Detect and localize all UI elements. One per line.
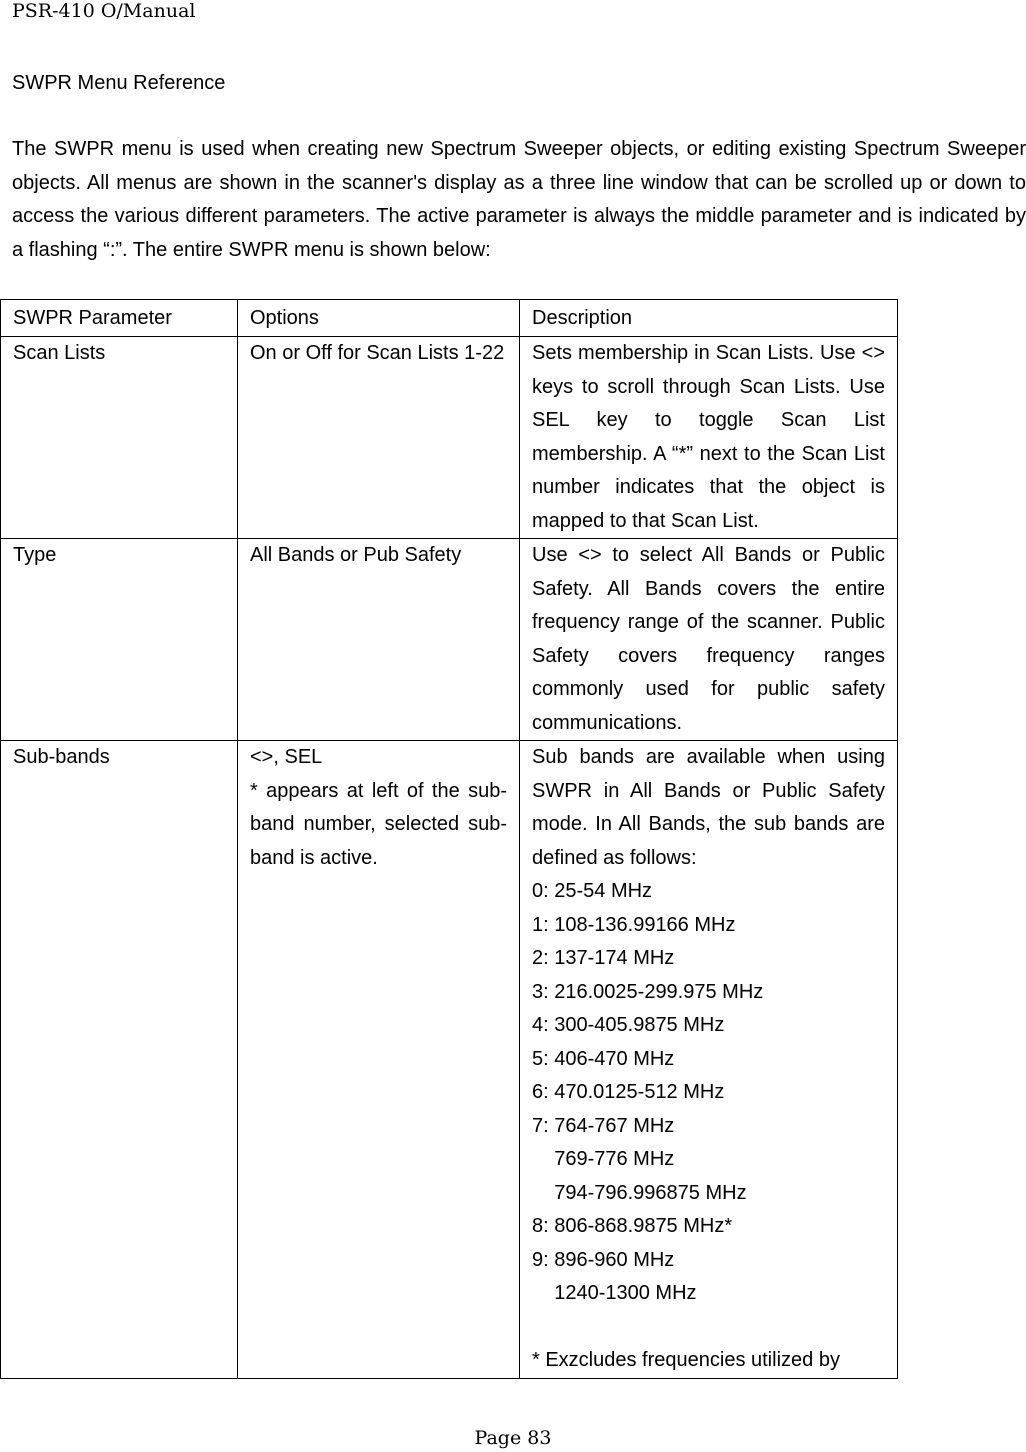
row-scan-lists-parameter: Scan Lists (1, 337, 238, 539)
sub-band-item: 8: 806-868.9875 MHz* (532, 1215, 733, 1237)
swpr-menu-table (0, 299, 898, 1379)
row-type-options: All Bands or Pub Safety (238, 539, 520, 741)
sub-band-item: 6: 470.0125-512 MHz (532, 1081, 725, 1103)
table-row (1, 539, 898, 741)
row-scan-lists-description: Sets membership in Scan Lists. Use <> keys to scroll through Scan Lists. Use SEL key to toggle Scan List membership. A “*” next to the Scan List number indicates that the object is mapped to that Scan List. (520, 337, 898, 539)
sub-bands-options-note: * appears at left of the sub-band number, selected sub-band is active. (250, 779, 507, 869)
row-type-parameter: Type (1, 539, 238, 741)
section-title: SWPR Menu Reference (12, 72, 226, 94)
sub-bands-description-intro: Sub bands are available when using SWPR in All Bands or Public Safety mode. In All Bands, the sub bands are defined as follows: (532, 746, 885, 869)
sub-band-item: 1: 108-136.99166 MHz (532, 913, 736, 936)
sub-band-item: 9: 896-960 MHz (532, 1248, 675, 1271)
sub-bands-options-keys: <>, SEL (250, 746, 323, 768)
spacer (532, 1311, 885, 1345)
header-description: Description (520, 300, 898, 337)
sub-band-item: 5: 406-470 MHz (532, 1047, 675, 1070)
table-row (1, 741, 898, 1379)
header-options: Options (238, 300, 520, 337)
sub-band-item: 2: 137-174 MHz (532, 947, 675, 969)
document-header: PSR-410 O/Manual (12, 0, 196, 22)
header-parameter: SWPR Parameter (1, 300, 238, 337)
row-sub-bands-options (238, 741, 520, 1379)
table-header-row (1, 300, 898, 337)
sub-band-item: 769-776 MHz (532, 1148, 675, 1170)
row-sub-bands-parameter: Sub-bands (1, 741, 238, 1379)
sub-band-item: 7: 764-767 MHz (532, 1114, 675, 1137)
row-type-description: Use <> to select All Bands or Public Safety. All Bands covers the entire frequency range of the scanner. Public Safety covers frequency ranges commonly used for public safety communications. (520, 539, 898, 741)
row-scan-lists-options: On or Off for Scan Lists 1-22 (238, 337, 520, 539)
intro-paragraph: The SWPR menu is used when creating new Spectrum Sweeper objects, or editing existing Spectrum Sweeper objects. All menus are shown in the scanner's display as a three line window that can be scrolled up or down to access the various different parameters. The active parameter is always the middle parameter and is indicated by a flashing “:”. The entire SWPR menu is shown below: (12, 138, 1026, 261)
sub-bands-footnote: * Exzcludes frequencies utilized by (532, 1349, 840, 1371)
sub-band-item: 3: 216.0025-299.975 MHz (532, 980, 764, 1003)
row-sub-bands-description (520, 741, 898, 1379)
sub-band-item: 4: 300-405.9875 MHz (532, 1014, 725, 1036)
page-number: Page 83 (474, 1427, 552, 1449)
sub-band-item: 794-796.996875 MHz (532, 1181, 747, 1204)
table-row (1, 337, 898, 539)
sub-band-item: 0: 25-54 MHz (532, 880, 653, 902)
sub-band-item: 1240-1300 MHz (532, 1282, 697, 1304)
